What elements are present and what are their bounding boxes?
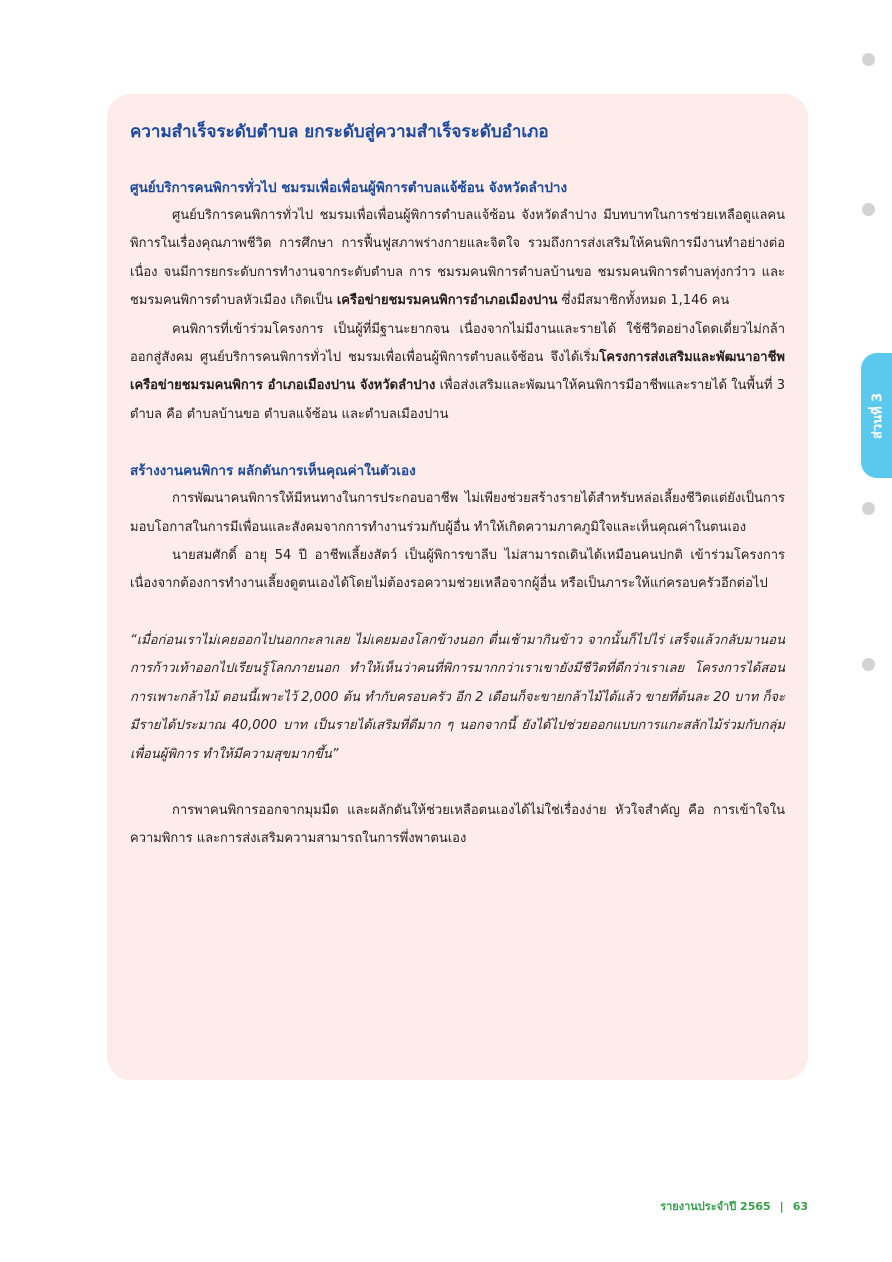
section1-p2-bold: โครงการส่งเสริมและพัฒนาอาชีพเครือข่ายชมรมคนพิการ อำเภอเมืองปาน จังหวัดลำปาง [130, 350, 785, 394]
page-number: 63 [792, 1200, 808, 1213]
section1-p1-text: ศูนย์บริการคนพิการทั่วไป ชมรมเพื่อเพื่อนผู้พิการตำบลแจ้ซ้อน จังหวัดลำปาง มีบทบาทในการช่วยเหลือดูแลคนพิการในเรื่องคุณภาพชีวิต การศึกษา การฟื้นฟูสภาพร่างกายและจิตใจ รวมถึงการส่งเสริมให้คนพิการมีงานทำอย่างต่อเนื่อง จนมีการยกระดับการทำงานจากระดับตำบล การ ชมรมคนพิการตำบลบ้านขอ ชมรมคนพิการตำบลทุ่งกว๋าว และชมรมคนพิการตำบลหัวเมือง เกิดเป็น [130, 208, 785, 309]
decor-dot-2 [862, 203, 875, 216]
decor-dot-1 [862, 53, 875, 66]
testimonial-quote: “เมื่อก่อนเราไม่เคยออกไปนอกกะลาเลย ไม่เคยมองโลกข้างนอก ตื่นเช้ามากินข้าว จากนั้นก็ไปไร่ เสร็จแล้วกลับมานอน การก้าวเท้าออกไปเรียนรู้โลกภายนอก ทำให้เห็นว่าคนที่พิการมากกว่าเราเขายังมีชีวิตที่ดีกว่าเราเลย โครงการได้สอนการเพาะกล้าไม้ ตอนนี้เพาะไว้ 2,000 ต้น ทำกับครอบครัว อีก 2 เดือนก็จะขายกล้าไม้ได้แล้ว ขายที่ต้นละ 20 บาท ก็จะมีรายได้ประมาณ 40,000 บาท เป็นรายได้เสริมที่ดีมาก ๆ นอกจากนี้ ยังได้ไปช่วยออกแบบการแกะสลักไม้ร่วมกับกลุ่มเพื่อนผู้พิการ ทำให้มีความสุขมากขึ้น” [130, 632, 785, 762]
section1-p2-text: คนพิการที่เข้าร่วมโครงการ เป็นผู้ที่มีฐานะยากจน เนื่องจากไม่มีงานและรายได้ ใช้ชีวิตอย่างโดดเดี่ยวไม่กล้าออกสู่สังคม ศูนย์บริการคนพิการทั่วไป ชมรมเพื่อเพื่อนผู้พิการตำบลแจ้ซ้อน จึงได้เริ่ม [130, 321, 785, 366]
page-footer [660, 1197, 808, 1215]
decor-dot-3 [862, 502, 875, 515]
section2-paragraph-2: นายสมศักดิ์ อายุ 54 ปี อาชีพเลี้ยงสัตว์ เป็นผู้พิการขาลีบ ไม่สามารถเดินได้เหมือนคนปกติ เข้าร่วมโครงการเนื่องจากต้องการทำงานเลี้ยงดูตนเองได้โดยไม่ต้องรอความช่วยเหลือจากผู้อื่น หรือเป็นภาระให้แก่ครอบครัวอีกต่อไป [130, 548, 785, 592]
decor-dot-4 [862, 658, 875, 671]
section-tab-label: ส่วนที่ 3 [870, 392, 885, 439]
section1-p1-tail: ซึ่งมีสมาชิกทั้งหมด 1,146 คน [557, 293, 730, 309]
section2-heading: สร้างงานคนพิการ ผลักดันการเห็นคุณค่าในตัวเอง [130, 463, 416, 480]
spacer [130, 769, 785, 797]
footer-separator: | [779, 1200, 784, 1213]
page-title: ความสำเร็จระดับตำบล ยกระดับสู่ความสำเร็จระดับอำเภอ [130, 122, 549, 142]
section1-paragraph-1 [130, 202, 785, 316]
report-title: รายงานประจำปี 2565 [660, 1200, 771, 1213]
article [130, 118, 785, 854]
section-tab [861, 353, 892, 478]
section1-paragraph-2 [130, 316, 785, 430]
section1-p1-bold: เครือข่ายชมรมคนพิการอำเภอเมืองปาน [336, 293, 558, 309]
section2-paragraph-3: การพาคนพิการออกจากมุมมืด และผลักดันให้ช่วยเหลือตนเองได้ไม่ใช่เรื่องง่าย หัวใจสำคัญ คือ การเข้าใจในความพิการ และการส่งเสริมความสามารถในการพึ่งพาตนเอง [130, 802, 785, 847]
section2-paragraph-1: การพัฒนาคนพิการให้มีหนทางในการประกอบอาชีพ ไม่เพียงช่วยสร้างรายได้สำหรับหล่อเลี้ยงชีวิตแต่ยังเป็นการมอบโอกาสในการมีเพื่อนและสังคมจากการทำงานร่วมกับผู้อื่น ทำให้เกิดความภาคภูมิใจและเห็นคุณค่าในตนเอง [130, 491, 785, 535]
spacer [130, 429, 785, 457]
section1-heading: ศูนย์บริการคนพิการทั่วไป ชมรมเพื่อเพื่อนผู้พิการตำบลแจ้ซ้อน จังหวัดลำปาง [130, 180, 568, 196]
section1-p2-tail: เพื่อส่งเสริมและพัฒนาให้คนพิการมีอาชีพและรายได้ ในพื้นที่ 3 ตำบล คือ ตำบลบ้านขอ ตำบลแจ้ซ้อน และตำบลเมืองปาน [130, 378, 785, 422]
spacer [130, 599, 785, 627]
